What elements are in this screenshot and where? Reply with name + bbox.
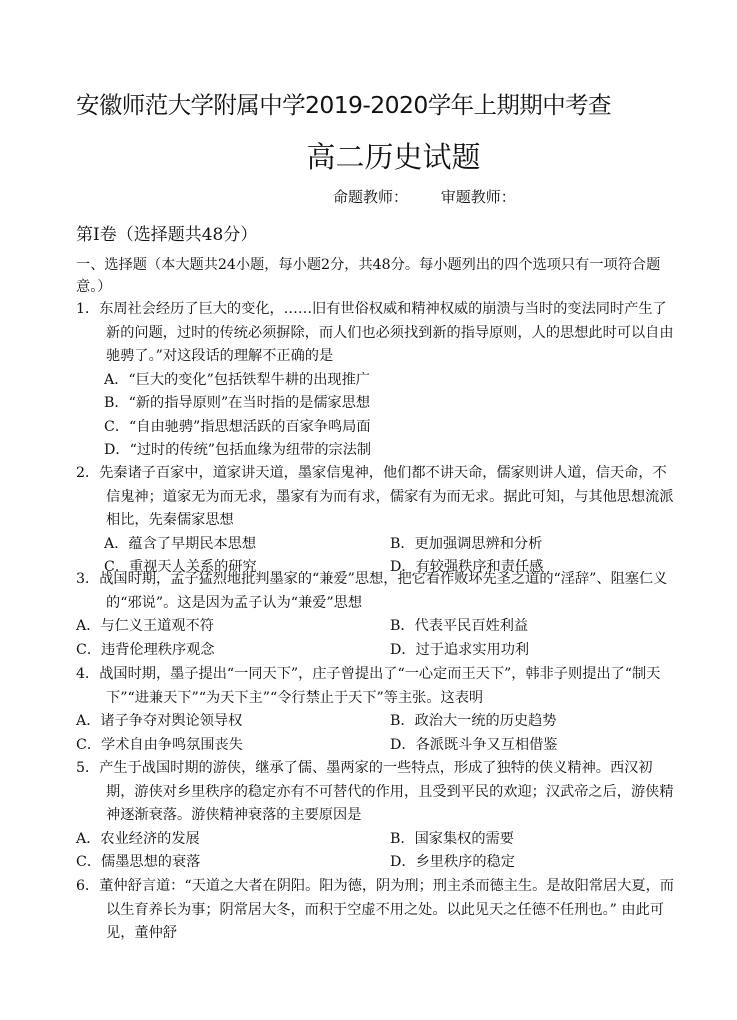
question-stem: 5．产生于战国时期的游侠，继承了儒、墨两家的一些特点，形成了独特的侠义精神。西汉初期，游侠对乡里秩序的稳定亦有不可替代的作用，且受到平民的欢迎；汉武帝之后，游侠精神逐渐衰落。游侠精神衰落的主要原因是: [76, 760, 674, 823]
option-row: [76, 734, 676, 758]
option: B．代表平民百姓利益: [390, 618, 529, 634]
option: C．“自由驰骋”指思想活跃的百家争鸣局面: [104, 418, 371, 435]
reviewer-label: 审题教师：: [440, 188, 516, 206]
option: D．过于追求实用功利: [390, 641, 530, 658]
option: B．国家集权的需要: [390, 830, 514, 847]
option: C．重视天人关系的研究: [104, 559, 257, 575]
option: A．与仁义王道观不符: [76, 618, 214, 634]
part-heading: 第Ⅰ卷（选择题共48分）: [76, 225, 258, 245]
section-instructions: 一、选择题（本大题共24小题，每小题2分，共48分。每小题列出的四个选项只有一项符合题意。）: [76, 257, 661, 295]
option-row: [76, 828, 676, 852]
option: B．更加强调思辨和分析: [390, 535, 543, 552]
option: B．政治大一统的历史趋势: [390, 713, 557, 729]
option: C．儒墨思想的衰落: [76, 854, 201, 870]
setter-label: 命题教师：: [333, 188, 409, 206]
option-row: [76, 851, 676, 875]
option: D．各派既斗争又互相借鉴: [390, 736, 558, 753]
option: D．有较强秩序和责任感: [390, 559, 544, 575]
question-4: [76, 663, 676, 757]
question-3: [76, 568, 676, 662]
option: D．“过时的传统”包括血缘为纽带的宗法制: [104, 442, 372, 458]
question-stem: 2．先秦诸子百家中，道家讲天道，墨家信鬼神，他们都不讲天命，儒家则讲人道，信天命，不信鬼神；道家无为而无求，墨家有为而有求，儒家有为而无求。据此可知，与其他思想流派相比，先秦儒家思想: [76, 465, 674, 528]
option: A．“巨大的变化”包括铁犁牛耕的出现推广: [104, 371, 370, 388]
question-2: [76, 462, 676, 580]
school-heading: 安徽师范大学附属中学2019-2020学年上期期中考查: [76, 91, 611, 119]
option: C．学术自由争鸣氛围丧失: [76, 736, 243, 753]
option-row: [76, 615, 676, 639]
question-stem: 3．战国时期，孟子猛烈地批判墨家的“兼爱”思想，把它看作败坏先圣之道的“淫辞”、阻塞仁义的“邪说”。这是因为孟子认为“兼爱”思想: [76, 571, 668, 611]
question-6: [76, 875, 676, 946]
question-5: [76, 757, 676, 875]
question-stem: 1．东周社会经历了巨大的变化，……旧有世俗权威和精神权威的崩溃与当时的变法同时产生了新的问题，过时的传统必须摒除，而人们也必须找到新的指导原则，人的思想此时可以自由驰骋了。”对这段话的理解不正确的是: [76, 301, 674, 364]
question-1: [76, 298, 676, 463]
option: B．“新的指导原则”在当时指的是儒家思想: [104, 395, 371, 411]
option-row: [76, 639, 676, 663]
question-stem: 6．董仲舒言道：“天道之大者在阴阳。阳为德，阴为刑；刑主杀而德主生。是故阳常居大夏，而以生育养长为事；阴常居大冬，而积于空虚不用之处。以此见天之任德不任刑也。” 由此可见，董仲舒: [76, 878, 674, 941]
option: A．诸子争夺对舆论领导权: [76, 713, 243, 729]
page-title: 高二历史试题: [306, 140, 481, 174]
option: D．乡里秩序的稳定: [390, 854, 515, 870]
option: C．违背伦理秩序观念: [76, 641, 215, 658]
option-row: [76, 710, 676, 734]
option: A．农业经济的发展: [76, 830, 200, 847]
question-stem: 4．战国时期，墨子提出“一同天下”，庄子曾提出了“一心定而王天下”，韩非子则提出了“制天下”“进兼天下”“为天下主”“令行禁止于天下”等主张。这表明: [76, 666, 661, 706]
option: A．蕴含了早期民本思想: [104, 535, 257, 552]
teacher-line: [333, 186, 544, 207]
option-row: [76, 533, 676, 557]
